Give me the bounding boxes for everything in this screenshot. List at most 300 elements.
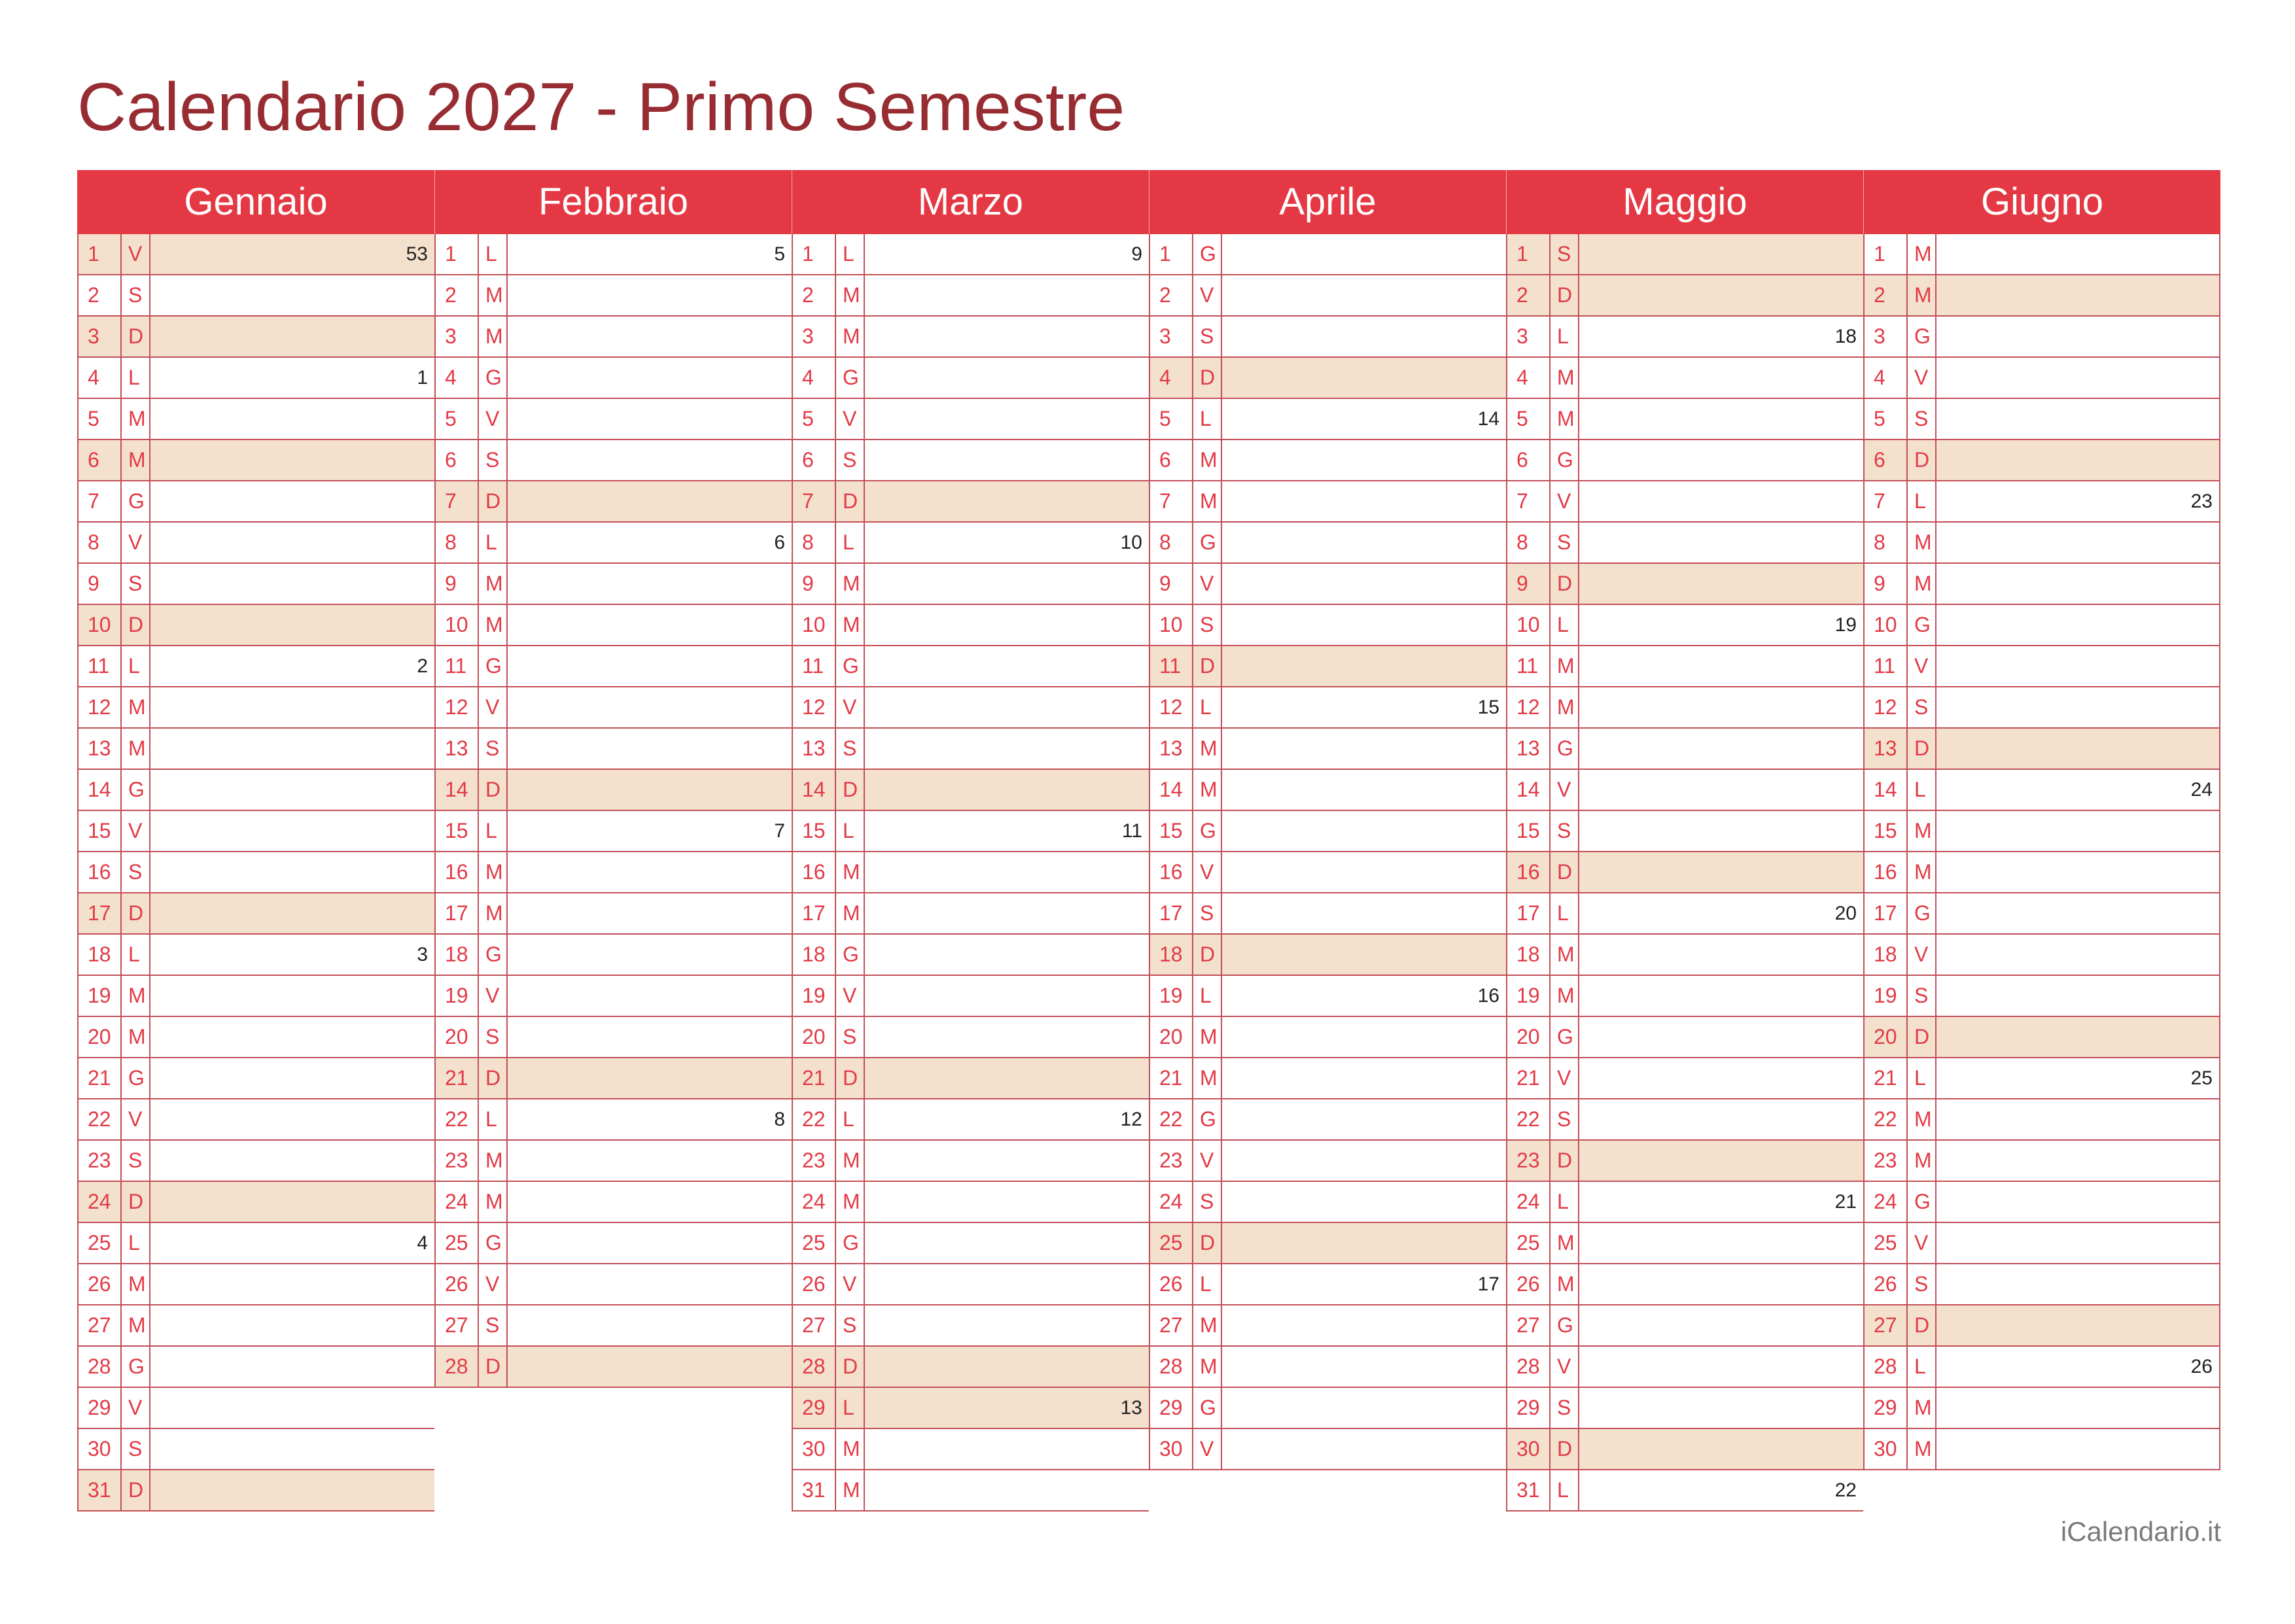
- day-row: [793, 687, 1149, 729]
- weekday-letter: M: [1193, 1058, 1222, 1098]
- month-column-maggio: [1506, 170, 1863, 1512]
- weekday-letter: G: [1193, 1388, 1222, 1428]
- day-row: [436, 729, 792, 770]
- weekday-letter: M: [122, 976, 150, 1016]
- week-number: 21: [1834, 1190, 1857, 1213]
- week-number: 16: [1477, 984, 1499, 1007]
- day-number: 8: [436, 523, 479, 562]
- day-row: [1865, 935, 2219, 976]
- week-number: 3: [417, 943, 428, 965]
- day-row: [793, 1017, 1149, 1058]
- weekday-letter: S: [836, 1017, 865, 1057]
- week-number: 11: [1121, 820, 1142, 842]
- weekday-letter: D: [1908, 1305, 1936, 1345]
- day-row: [1865, 399, 2219, 440]
- day-row: [793, 234, 1149, 275]
- day-number: 17: [1865, 893, 1908, 933]
- weekday-letter: V: [479, 976, 508, 1016]
- day-number: 31: [1507, 1470, 1550, 1510]
- day-row: [1150, 481, 1506, 523]
- day-number: 3: [436, 317, 479, 356]
- weekday-letter: S: [1550, 1388, 1579, 1428]
- day-row: [436, 1305, 792, 1347]
- weekday-letter: D: [1908, 440, 1936, 480]
- weekday-letter: D: [1193, 358, 1222, 398]
- day-number: 7: [793, 481, 836, 521]
- day-number: 4: [793, 358, 836, 398]
- day-row: [436, 399, 792, 440]
- day-number: 17: [79, 893, 122, 933]
- day-row: [79, 481, 434, 523]
- day-number: 21: [1507, 1058, 1550, 1098]
- day-row: [793, 729, 1149, 770]
- day-row: [1150, 1264, 1506, 1305]
- weekday-letter: S: [1908, 1264, 1936, 1304]
- day-row: [1507, 564, 1863, 605]
- weekday-letter: G: [1908, 893, 1936, 933]
- day-number: 2: [1507, 275, 1550, 315]
- day-number: 7: [436, 481, 479, 521]
- day-row: [1507, 1347, 1863, 1388]
- day-number: 12: [793, 687, 836, 727]
- weekday-letter: L: [479, 811, 508, 851]
- day-number: 1: [436, 234, 479, 274]
- weekday-letter: L: [1908, 1347, 1936, 1387]
- weekday-letter: S: [479, 1017, 508, 1057]
- week-number: 25: [2190, 1067, 2213, 1089]
- day-row: [793, 481, 1149, 523]
- day-number: 23: [1865, 1141, 1908, 1181]
- day-row: [1507, 935, 1863, 976]
- day-row: [793, 523, 1149, 564]
- weekday-letter: V: [1550, 770, 1579, 810]
- weekday-letter: M: [836, 1182, 865, 1222]
- day-row: [436, 440, 792, 481]
- weekday-letter: M: [1908, 275, 1936, 315]
- day-number: 20: [1865, 1017, 1908, 1057]
- day-row: [1507, 976, 1863, 1017]
- weekday-letter: M: [836, 317, 865, 356]
- day-number: 21: [436, 1058, 479, 1098]
- day-number: 24: [79, 1182, 122, 1222]
- day-row: [79, 935, 434, 976]
- day-row: [793, 399, 1149, 440]
- day-number: 12: [1865, 687, 1908, 727]
- day-row: [1150, 1182, 1506, 1223]
- day-row: [1150, 935, 1506, 976]
- day-number: 7: [1865, 481, 1908, 521]
- day-number: 10: [1507, 605, 1550, 645]
- day-row: [1507, 1388, 1863, 1429]
- day-row: [1865, 770, 2219, 811]
- day-number: 10: [793, 605, 836, 645]
- day-row: [436, 1058, 792, 1099]
- day-number: 5: [436, 399, 479, 439]
- weekday-letter: S: [1550, 1099, 1579, 1139]
- day-row: [1507, 605, 1863, 646]
- day-row: [1865, 729, 2219, 770]
- day-row: [1150, 976, 1506, 1017]
- day-row: [793, 1141, 1149, 1182]
- day-row: [79, 1223, 434, 1264]
- weekday-letter: D: [1193, 935, 1222, 975]
- day-row: [793, 893, 1149, 935]
- month-days: [1863, 234, 2220, 1470]
- day-row: [1865, 646, 2219, 687]
- day-number: 4: [1865, 358, 1908, 398]
- day-number: 12: [1150, 687, 1193, 727]
- weekday-letter: M: [1193, 1347, 1222, 1387]
- day-row: [436, 770, 792, 811]
- day-number: 23: [793, 1141, 836, 1181]
- weekday-letter: V: [122, 1388, 150, 1428]
- week-number: 7: [774, 820, 785, 842]
- weekday-letter: V: [1908, 1223, 1936, 1263]
- day-row: [793, 770, 1149, 811]
- day-row: [79, 1141, 434, 1182]
- day-number: 24: [1865, 1182, 1908, 1222]
- day-number: 17: [1150, 893, 1193, 933]
- day-row: [1865, 1141, 2219, 1182]
- day-number: 12: [436, 687, 479, 727]
- day-number: 6: [79, 440, 122, 480]
- day-row: [436, 1141, 792, 1182]
- day-row: [1865, 481, 2219, 523]
- weekday-letter: L: [1550, 1470, 1579, 1510]
- week-number: 14: [1477, 407, 1499, 430]
- day-row: [79, 1305, 434, 1347]
- footer-brand[interactable]: iCalendario.it: [2060, 1516, 2221, 1547]
- weekday-letter: G: [1193, 811, 1222, 851]
- day-number: 9: [793, 564, 836, 604]
- weekday-letter: M: [122, 1017, 150, 1057]
- day-row: [79, 1429, 434, 1470]
- month-days: [1149, 234, 1506, 1470]
- weekday-letter: M: [836, 1429, 865, 1469]
- day-number: 24: [1507, 1182, 1550, 1222]
- day-number: 23: [436, 1141, 479, 1181]
- week-number: 26: [2190, 1355, 2213, 1377]
- day-row: [1507, 1099, 1863, 1141]
- day-row: [1865, 1058, 2219, 1099]
- weekday-letter: G: [836, 1223, 865, 1263]
- weekday-letter: D: [122, 317, 150, 356]
- weekday-letter: L: [836, 1099, 865, 1139]
- weekday-letter: V: [122, 811, 150, 851]
- weekday-letter: V: [479, 399, 508, 439]
- day-number: 22: [793, 1099, 836, 1139]
- month-days: [77, 234, 434, 1512]
- day-number: 8: [1507, 523, 1550, 562]
- day-number: 5: [793, 399, 836, 439]
- day-row: [436, 1017, 792, 1058]
- day-row: [793, 852, 1149, 893]
- day-row: [1150, 440, 1506, 481]
- day-number: 4: [1150, 358, 1193, 398]
- day-row: [79, 1264, 434, 1305]
- month-days: [792, 234, 1149, 1512]
- weekday-letter: V: [836, 976, 865, 1016]
- day-number: 13: [1865, 729, 1908, 769]
- weekday-letter: M: [836, 1470, 865, 1510]
- day-row: [1507, 852, 1863, 893]
- weekday-letter: D: [479, 1058, 508, 1098]
- weekday-letter: M: [1193, 440, 1222, 480]
- day-row: [1507, 1182, 1863, 1223]
- weekday-letter: V: [1193, 1141, 1222, 1181]
- day-number: 24: [436, 1182, 479, 1222]
- weekday-letter: M: [122, 399, 150, 439]
- day-row: [79, 1058, 434, 1099]
- day-row: [793, 564, 1149, 605]
- day-row: [79, 976, 434, 1017]
- weekday-letter: S: [1908, 687, 1936, 727]
- weekday-letter: M: [836, 893, 865, 933]
- day-number: 14: [793, 770, 836, 810]
- day-number: 15: [79, 811, 122, 851]
- week-number: 8: [774, 1108, 785, 1130]
- day-row: [1507, 275, 1863, 317]
- day-number: 8: [79, 523, 122, 562]
- day-row: [1150, 1388, 1506, 1429]
- day-row: [1507, 234, 1863, 275]
- day-row: [436, 1264, 792, 1305]
- month-column-febbraio: [434, 170, 792, 1388]
- day-row: [436, 605, 792, 646]
- month-column-giugno: [1863, 170, 2220, 1470]
- day-row: [436, 317, 792, 358]
- day-row: [436, 893, 792, 935]
- day-row: [1150, 770, 1506, 811]
- weekday-letter: M: [1193, 729, 1222, 769]
- weekday-letter: G: [1908, 605, 1936, 645]
- weekday-letter: L: [479, 234, 508, 274]
- day-number: 22: [1507, 1099, 1550, 1139]
- day-number: 14: [1507, 770, 1550, 810]
- day-number: 25: [793, 1223, 836, 1263]
- weekday-letter: V: [1550, 1347, 1579, 1387]
- day-row: [793, 317, 1149, 358]
- weekday-letter: L: [836, 234, 865, 274]
- weekday-letter: M: [1908, 523, 1936, 562]
- day-row: [1150, 1141, 1506, 1182]
- day-row: [1150, 564, 1506, 605]
- day-number: 23: [1507, 1141, 1550, 1181]
- day-number: 27: [793, 1305, 836, 1345]
- day-number: 5: [1150, 399, 1193, 439]
- day-number: 11: [79, 646, 122, 686]
- day-number: 5: [1865, 399, 1908, 439]
- weekday-letter: M: [1550, 399, 1579, 439]
- day-row: [1507, 687, 1863, 729]
- weekday-letter: M: [479, 564, 508, 604]
- day-number: 3: [793, 317, 836, 356]
- day-row: [436, 481, 792, 523]
- day-number: 13: [79, 729, 122, 769]
- day-row: [436, 1099, 792, 1141]
- day-row: [793, 646, 1149, 687]
- weekday-letter: D: [1193, 1223, 1222, 1263]
- weekday-letter: G: [1550, 1017, 1579, 1057]
- day-number: 30: [1150, 1429, 1193, 1469]
- weekday-letter: D: [836, 1347, 865, 1387]
- day-number: 25: [1865, 1223, 1908, 1263]
- week-number: 13: [1120, 1396, 1142, 1419]
- day-number: 29: [793, 1388, 836, 1428]
- day-row: [1507, 811, 1863, 852]
- day-row: [1865, 234, 2219, 275]
- weekday-letter: M: [1550, 646, 1579, 686]
- weekday-letter: M: [1908, 852, 1936, 892]
- week-number: 20: [1834, 902, 1857, 924]
- day-row: [79, 1388, 434, 1429]
- day-number: 20: [1507, 1017, 1550, 1057]
- day-row: [1507, 1058, 1863, 1099]
- day-row: [1507, 1264, 1863, 1305]
- day-number: 15: [1507, 811, 1550, 851]
- day-row: [79, 317, 434, 358]
- weekday-letter: M: [479, 275, 508, 315]
- day-number: 9: [436, 564, 479, 604]
- day-row: [1507, 893, 1863, 935]
- weekday-letter: G: [1550, 729, 1579, 769]
- month-column-marzo: [792, 170, 1149, 1512]
- day-row: [79, 605, 434, 646]
- day-row: [79, 1182, 434, 1223]
- day-row: [1865, 976, 2219, 1017]
- day-row: [1507, 1017, 1863, 1058]
- day-number: 21: [793, 1058, 836, 1098]
- day-number: 17: [436, 893, 479, 933]
- day-number: 11: [1507, 646, 1550, 686]
- day-row: [436, 935, 792, 976]
- day-row: [1150, 1347, 1506, 1388]
- day-row: [793, 1223, 1149, 1264]
- day-row: [79, 1347, 434, 1388]
- weekday-letter: M: [1550, 976, 1579, 1016]
- day-number: 20: [436, 1017, 479, 1057]
- weekday-letter: L: [836, 1388, 865, 1428]
- day-number: 2: [793, 275, 836, 315]
- day-row: [1150, 646, 1506, 687]
- weekday-letter: V: [1550, 1058, 1579, 1098]
- day-row: [1507, 1141, 1863, 1182]
- day-row: [79, 852, 434, 893]
- day-number: 19: [1865, 976, 1908, 1016]
- day-number: 18: [793, 935, 836, 975]
- day-row: [1150, 729, 1506, 770]
- month-header: Maggio: [1506, 170, 1863, 234]
- weekday-letter: S: [1550, 811, 1579, 851]
- weekday-letter: G: [122, 1058, 150, 1098]
- weekday-letter: S: [1193, 605, 1222, 645]
- weekday-letter: G: [122, 481, 150, 521]
- day-number: 3: [1150, 317, 1193, 356]
- weekday-letter: M: [1550, 1264, 1579, 1304]
- weekday-letter: L: [122, 935, 150, 975]
- weekday-letter: V: [1193, 564, 1222, 604]
- day-row: [79, 234, 434, 275]
- weekday-letter: S: [1193, 317, 1222, 356]
- weekday-letter: D: [122, 1470, 150, 1510]
- day-row: [1865, 1388, 2219, 1429]
- day-row: [793, 1058, 1149, 1099]
- weekday-letter: M: [836, 564, 865, 604]
- week-number: 6: [774, 531, 785, 553]
- day-row: [1150, 317, 1506, 358]
- day-number: 3: [1507, 317, 1550, 356]
- weekday-letter: V: [1193, 852, 1222, 892]
- week-number: 9: [1131, 243, 1142, 265]
- day-number: 25: [436, 1223, 479, 1263]
- day-row: [1865, 1223, 2219, 1264]
- day-number: 29: [79, 1388, 122, 1428]
- day-number: 6: [793, 440, 836, 480]
- weekday-letter: S: [1193, 893, 1222, 933]
- day-row: [1865, 1305, 2219, 1347]
- day-number: 27: [79, 1305, 122, 1345]
- weekday-letter: S: [479, 1305, 508, 1345]
- day-row: [1507, 481, 1863, 523]
- day-row: [793, 605, 1149, 646]
- weekday-letter: M: [479, 317, 508, 356]
- weekday-letter: V: [1193, 275, 1222, 315]
- day-row: [1150, 1099, 1506, 1141]
- day-number: 2: [436, 275, 479, 315]
- day-number: 13: [793, 729, 836, 769]
- weekday-letter: D: [479, 1347, 508, 1387]
- day-row: [1150, 399, 1506, 440]
- day-number: 13: [436, 729, 479, 769]
- weekday-letter: V: [479, 1264, 508, 1304]
- day-row: [793, 1429, 1149, 1470]
- day-number: 5: [79, 399, 122, 439]
- weekday-letter: M: [1908, 234, 1936, 274]
- weekday-letter: M: [1193, 1017, 1222, 1057]
- day-row: [1865, 358, 2219, 399]
- weekday-letter: G: [1550, 1305, 1579, 1345]
- weekday-letter: V: [1908, 935, 1936, 975]
- weekday-letter: V: [122, 1099, 150, 1139]
- day-row: [1507, 523, 1863, 564]
- day-row: [436, 564, 792, 605]
- month-header: Marzo: [792, 170, 1149, 234]
- weekday-letter: S: [836, 1305, 865, 1345]
- weekday-letter: S: [122, 1429, 150, 1469]
- month-column-aprile: [1149, 170, 1506, 1470]
- day-row: [793, 1470, 1149, 1512]
- weekday-letter: G: [122, 770, 150, 810]
- day-row: [79, 1099, 434, 1141]
- weekday-letter: G: [1908, 317, 1936, 356]
- day-row: [79, 275, 434, 317]
- day-number: 16: [793, 852, 836, 892]
- day-row: [1865, 1264, 2219, 1305]
- weekday-letter: L: [1193, 687, 1222, 727]
- day-number: 30: [793, 1429, 836, 1469]
- day-row: [79, 1017, 434, 1058]
- week-number: 15: [1477, 696, 1499, 718]
- weekday-letter: M: [1908, 1141, 1936, 1181]
- day-number: 9: [1150, 564, 1193, 604]
- day-number: 11: [793, 646, 836, 686]
- day-row: [1865, 440, 2219, 481]
- day-row: [1150, 1305, 1506, 1347]
- day-row: [1865, 811, 2219, 852]
- week-number: 10: [1120, 531, 1142, 553]
- day-number: 8: [793, 523, 836, 562]
- day-number: 14: [1150, 770, 1193, 810]
